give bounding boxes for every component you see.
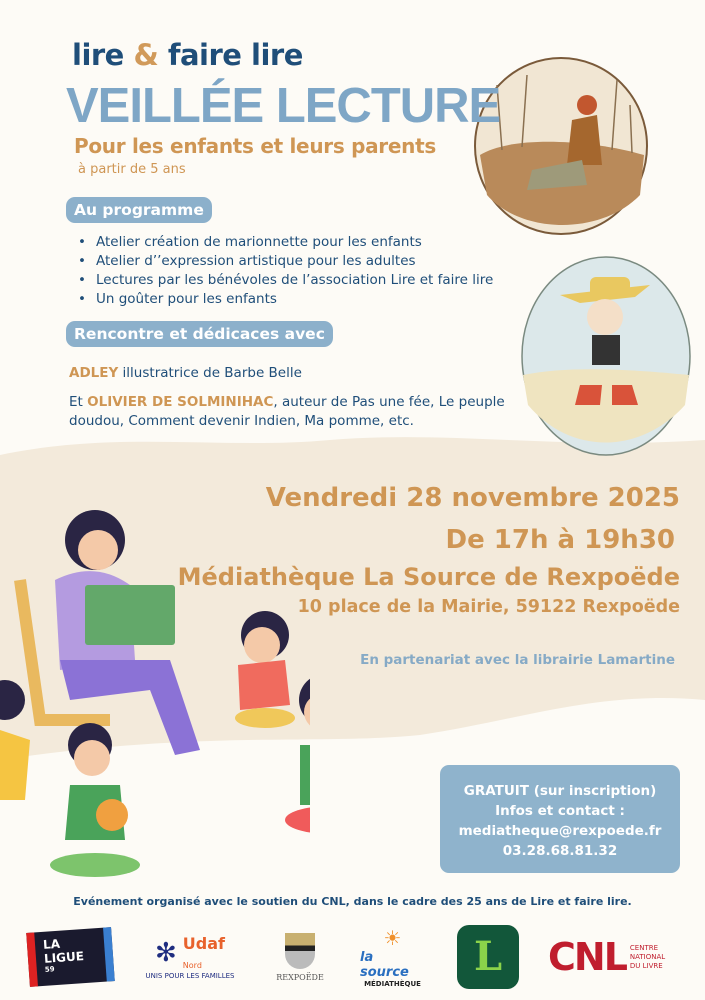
contact-email[interactable]: mediatheque@rexpoede.fr (458, 823, 662, 839)
lamartine-l-icon: L (457, 925, 519, 989)
contact-label: Infos et contact : (495, 803, 625, 819)
guest-2: Et OLIVIER DE SOLMINIHAC, auteur de Pas une fée, Le peuple doudou, Comment devenir Indien, Ma pomme, etc. (69, 394, 505, 429)
subtitle: Pour les enfants et leurs parents (74, 134, 436, 158)
brand-logo: lire & faire lire (72, 38, 303, 72)
footer-note: Evénement organisé avec le soutien du CNL, dans le cadre des 25 ans de Lire et faire lire. (73, 895, 632, 908)
contact-phone[interactable]: 03.28.68.81.32 (502, 843, 618, 859)
event-venue: Médiathèque La Source de Rexpoëde (177, 563, 680, 591)
logo-la-ligue: LA LIGUE $^{59}$ (28, 922, 113, 992)
illustration-boy-hat (520, 255, 692, 457)
price-note: GRATUIT (sur inscription) (463, 783, 657, 799)
event-address: 10 place de la Mairie, 59122 Rexpoëde (297, 597, 680, 617)
age-note: à partir de 5 ans (78, 162, 186, 177)
logo-librairie-lamartine (457, 922, 519, 992)
udaf-emblem-icon: ✻ (155, 938, 177, 968)
program-heading: Au programme (66, 197, 212, 223)
guest-1: ADLEY illustratrice de Barbe Belle (69, 365, 302, 381)
coat-of-arms-icon (285, 933, 315, 969)
logo-commune-rexpoede: REXPOËDE (270, 922, 330, 992)
event-date: Vendredi 28 novembre 2025 (265, 483, 680, 513)
list-item: • Un goûter pour les enfants (78, 290, 493, 309)
list-item: • Atelier d’’expression artistique pour les adultes (78, 252, 493, 271)
meet-heading: Rencontre et dédicaces avec (66, 321, 333, 347)
sun-icon: ☀ (383, 926, 402, 950)
program-list (78, 233, 493, 309)
logo-la-source: ☀ la source MÉDIATHÈQUE (360, 926, 421, 988)
logo-cnl: CNL CENTRE NATIONAL DU LIVRE (548, 935, 666, 979)
contact-box (440, 765, 680, 873)
partner-note: En partenariat avec la librairie Lamartine (360, 652, 675, 668)
event-time: De 17h à 19h30 (445, 525, 675, 555)
illustration-reading-children (0, 500, 310, 890)
list-item: • Atelier création de marionnette pour les enfants (78, 233, 493, 252)
page-title: VEILLÉE LECTURE (66, 79, 501, 133)
logo-udaf: ✻ Udaf Nord UNIS POUR LES FAMILLES (145, 934, 235, 980)
list-item: • Lectures par les bénévoles de l’association Lire et faire lire (78, 271, 493, 290)
